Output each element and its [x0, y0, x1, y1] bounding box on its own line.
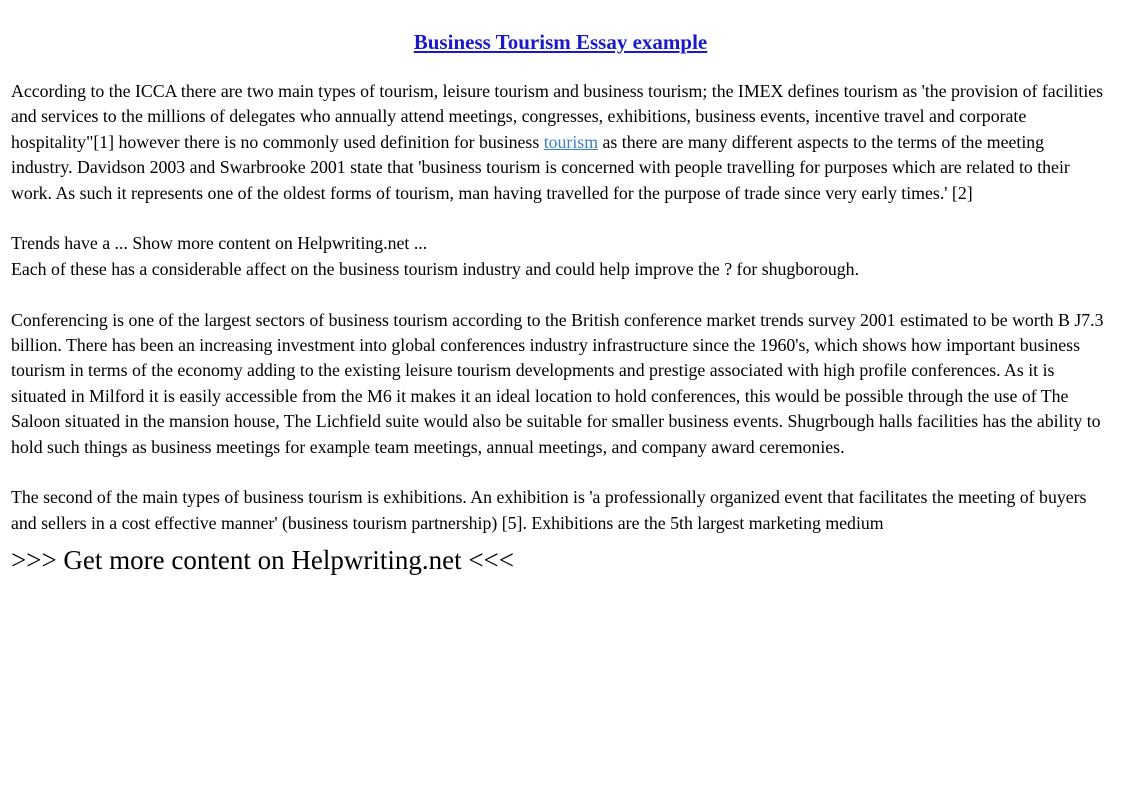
paragraph-intro — [11, 79, 1110, 206]
paragraph-intro-text-after: as there are many different aspects to the terms of the meeting industry. Davidson 2003 and Swarbrooke 2001 state that 'business tourism is concerned with people travelling for purposes which are related to their work. As such it represents one of the oldest forms of tourism, man having travelled for the purpose of trade since very early times.' [2] — [11, 131, 1070, 203]
tourism-link[interactable]: tourism — [543, 131, 599, 152]
affect-line: Each of these has a considerable affect on the business tourism industry and could help improve the ? for shugborough. — [11, 258, 860, 279]
paragraph-conferencing: Conferencing is one of the largest sectors of business tourism according to the British conference market trends survey 2001 estimated to be worth B J7.3 billion. There has been an increasing investment into global conferences industry infrastructure since the 1960's, which shows how important business tourism in terms of the economy adding to the existing leisure tourism developments and prestige associated with high profile conferences. As it is situated in Milford it is easily accessible from the M6 it makes it an ideal location to hold conferences, this would be possible through the use of The Saloon situated in the mansion house, The Lichfield suite would also be suitable for smaller business events. Shugrbough halls facilities has the ability to hold such things as business meetings for example team meetings, annual meetings, and company award ceremonies. — [11, 309, 1104, 457]
paragraph-intro-text-before: According to the ICCA there are two main types of tourism, leisure tourism and business tourism; the IMEX defines tourism as 'the provision of facilities and services to the millions of delegates who annually attend meetings, congresses, exhibitions, business events, incentive travel and corporate hospitality"[1] however there is no commonly used definition for business — [11, 81, 1104, 152]
essay-title-link[interactable]: Business Tourism Essay example — [413, 30, 708, 54]
paragraph-exhibitions: The second of the main types of business tourism is exhibitions. An exhibition is 'a professionally organized event that facilitates the meeting of buyers and sellers in a cost effective manner' (business tourism partnership) [5]. Exhibitions are the 5th largest marketing medium — [11, 487, 1087, 533]
trends-line: Trends have a ... Show more content on Helpwriting.net ... — [11, 233, 428, 254]
paragraph-trends — [11, 231, 1110, 282]
title-container — [11, 0, 1110, 60]
get-more-content-link[interactable]: >>> Get more content on Helpwriting.net <<< — [11, 545, 515, 576]
